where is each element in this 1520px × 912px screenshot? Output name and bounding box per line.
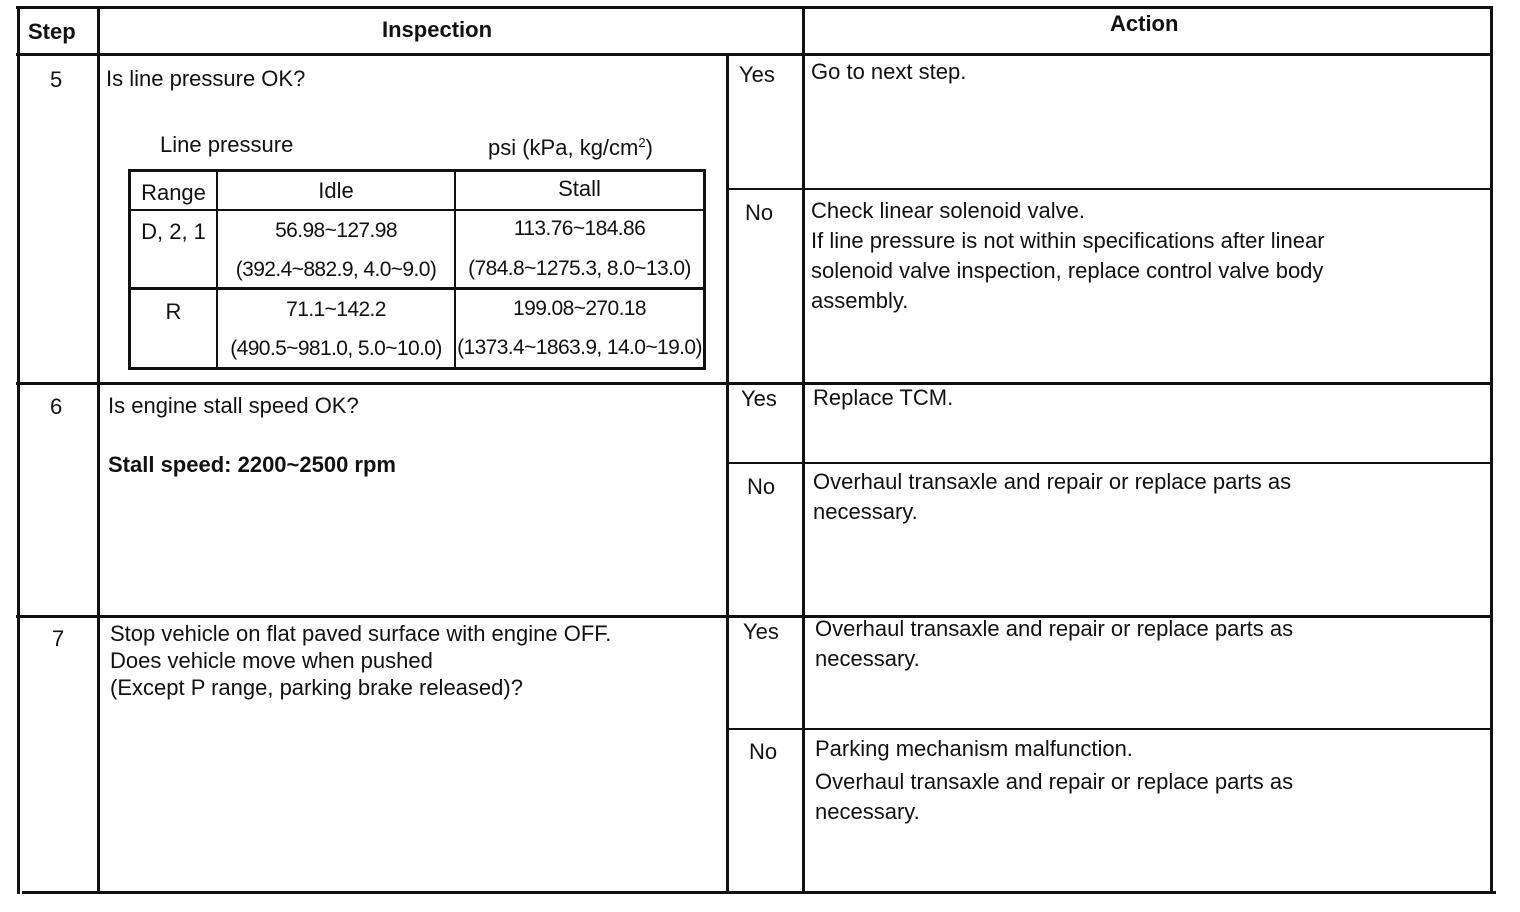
step-7-question: Stop vehicle on flat paved surface with engine OFF. Does vehicle move when pushed (Except P range, parking brake released)? xyxy=(110,621,612,700)
step-column-divider xyxy=(97,6,100,894)
line-pressure-unit: psi (kPa, $kg/cm^2$) xyxy=(488,135,653,160)
header-step: Step xyxy=(28,19,76,44)
spec-idle-d21: 56.98~127.98 xyxy=(275,219,397,242)
step-6-no-action: Overhaul transaxle and repair or replace parts as necessary. xyxy=(813,469,1292,524)
table-border-left xyxy=(17,6,20,894)
step-7-yes-action: Overhaul transaxle and repair or replace parts as necessary. xyxy=(815,616,1294,671)
spec-table-header-divider xyxy=(128,209,706,211)
spec-idle-d21-metric: (392.4~882.9, 4.0~9.0) xyxy=(235,258,437,281)
step-number-5: 5 xyxy=(50,67,63,92)
step-7-no-action-line2: Overhaul transaxle and repair or replace parts as necessary. xyxy=(815,769,1294,824)
spec-stall-r-metric: (1373.4~1863.9, 14.0~19.0) xyxy=(457,336,702,359)
step-6-yes-label: Yes xyxy=(741,386,777,411)
step-7-no-action-line1: Parking mechanism malfunction. xyxy=(815,736,1133,761)
yes-no-divider-6 xyxy=(726,462,1492,464)
step-number-7: 7 xyxy=(52,626,65,651)
action-column-divider xyxy=(802,6,805,894)
yes-no-divider-7 xyxy=(726,728,1492,730)
step-5-yes-action: Go to next step. xyxy=(811,59,967,84)
spec-range-r: R xyxy=(165,299,182,324)
spec-table-top xyxy=(128,169,706,172)
step-5-yes-label: Yes xyxy=(739,62,775,87)
step-6-question: Is engine stall speed OK? xyxy=(108,393,359,418)
spec-table-bottom xyxy=(128,367,706,370)
inspection-column-divider xyxy=(726,53,729,894)
step-number-6: 6 xyxy=(50,394,63,419)
spec-col-idle: Idle xyxy=(318,178,354,203)
header-action: Action xyxy=(1110,11,1179,36)
table-border-top xyxy=(16,6,1492,9)
spec-col-stall: Stall xyxy=(558,176,601,201)
header-inspection: Inspection xyxy=(382,17,493,42)
step-5-no-action: Check linear solenoid valve. If line pressure is not within specifications after linear solenoid valve inspection, replace control valve body assembly. xyxy=(811,198,1325,313)
spec-idle-r-metric: (490.5~981.0, 5.0~10.0) xyxy=(230,337,442,360)
spec-stall-d21-metric: (784.8~1275.3, 8.0~13.0) xyxy=(468,257,691,280)
step-6-yes-action: Replace TCM. xyxy=(813,385,954,410)
line-pressure-title: Line pressure xyxy=(160,132,294,157)
step-5-no-label: No xyxy=(745,200,774,225)
header-divider xyxy=(16,53,1492,56)
table-border-bottom xyxy=(22,891,1496,894)
step-7-no-label: No xyxy=(749,739,778,764)
spec-table-right xyxy=(703,169,706,370)
step-6-stall-speed: Stall speed: 2200~2500 rpm xyxy=(108,452,396,477)
step-7-yes-label: Yes xyxy=(743,619,779,644)
spec-table-row-divider xyxy=(128,287,706,290)
yes-no-divider-5 xyxy=(726,188,1492,190)
step-5-question: Is line pressure OK? xyxy=(106,66,306,91)
table-border-right xyxy=(1490,6,1493,894)
row-divider-5-6 xyxy=(16,382,1492,385)
spec-idle-r: 71.1~142.2 xyxy=(286,298,386,321)
spec-stall-r: 199.08~270.18 xyxy=(513,297,646,320)
spec-stall-d21: 113.76~184.86 xyxy=(513,217,646,240)
spec-col-range: Range xyxy=(141,180,206,205)
step-6-no-label: No xyxy=(747,474,776,499)
spec-range-d21: D, 2, 1 xyxy=(141,219,206,244)
